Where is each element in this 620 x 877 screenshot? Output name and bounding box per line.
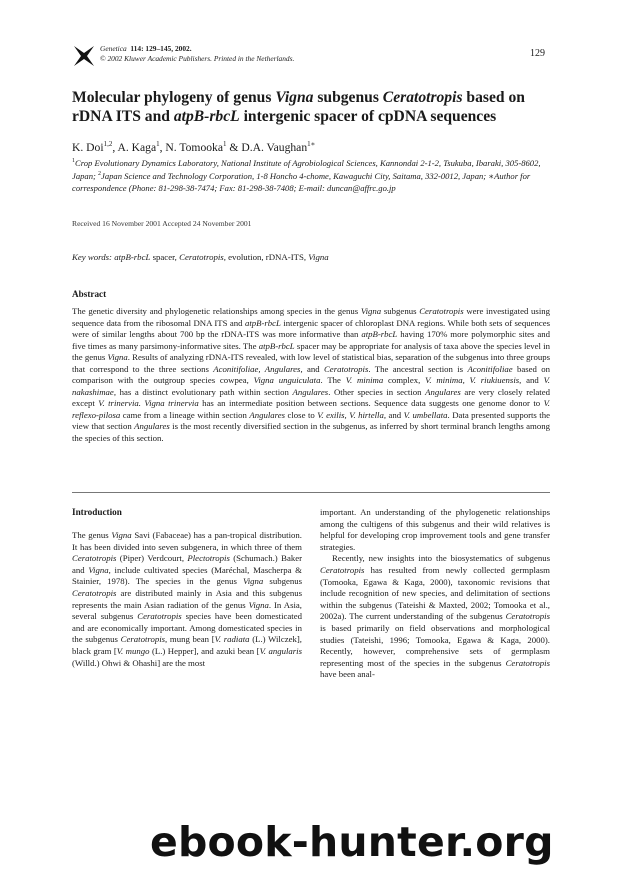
- introduction-column-left: The genus Vigna Savi (Fabaceae) has a pan-tropical distribution. It has been divided into seven subgenera, in which three of them Ceratotropis (Piper) Verdcourt, Plectotropis (Schumach.) Baker and Vigna, include cultivated species (Maréchal, Mascherpa & Stainier, 1978). The species in the genus Vigna subgenus Ceratotropis are distributed mainly in Asia and this subgenus represents the main Asian radiation of the genus Vigna. In Asia, several subgenus Ceratotropis species have been domesticated and are economically important. Among domesticated species in the subgenus Ceratotropis, mung bean [V. radiata (L.) Wilczek], black gram [V. mungo (L.) Hepper], and azuki bean [V. angularis (Willd.) Ohwi & Ohashi] are the most: [72, 530, 303, 668]
- keywords: Key words: atpB-rbcL spacer, Ceratotropis, evolution, rDNA-ITS, Vigna: [72, 252, 329, 262]
- page-number: 129: [530, 48, 545, 59]
- journal-name: Genetica: [100, 44, 127, 53]
- affiliations: $^1$Crop Evolutionary Dynamics Laboratory, National Institute of Agrobiological Sciences, Kannondai 2-1-2, Tsukuba, Ibaraki, 305-8602, Japan; $^2$Japan Science and Technology Corporation, 1-8 Honcho 4-chome, Kawaguchi City, Saitama, 332-0012, Japan; ∗Author for correspondence (Phone: 81-298-38-7474; Fax: 81-298-38-7408; E-mail: duncan@affrc.go.jp: [72, 157, 541, 193]
- paragraph: Recently, new insights into the biosystematics of subgenus Ceratotropis has resulted from newly collected germplasm (Tomooka, Egawa & Kaga, 2000), taxonomic revisions that include recognition of new species, and delimitation of sections within the subgenus (Tateishi & Maxted, 2002; Tomooka et al., 2002a). The current understanding of the subgenus Ceratotropis is based primarily on field observations and morphological studies (Tateishi, 1996; Tomooka, Egawa & Kaga, 2000). Recently, however, comprehensive sets of germplasm representing most of the species in the subgenus Ceratotropis have been anal-: [320, 553, 550, 680]
- section-divider: [72, 492, 550, 493]
- introduction-heading: Introduction: [72, 507, 122, 517]
- publisher-logo-icon: [72, 44, 96, 68]
- received-dates: Received 16 November 2001 Accepted 24 November 2001: [72, 219, 252, 228]
- introduction-column-right: [320, 507, 550, 681]
- paragraph: important. An understanding of the phylogenetic relationships among the cultigens of this subgenus and their wild relatives is helpful for developing crop improvement tools and gene transfer strategies.: [320, 507, 550, 552]
- copyright-line: © 2002 Kluwer Academic Publishers. Printed in the Netherlands.: [100, 54, 295, 63]
- abstract-heading: Abstract: [72, 289, 107, 299]
- watermark: ebook-hunter.org: [150, 818, 554, 866]
- author-list: K. Doi$^{1,2}$, A. Kaga$^1$, N. Tomooka$^1$ & D.A. Vaughan$^{1∗}$: [72, 140, 316, 154]
- journal-volume: 114: 129–145, 2002.: [130, 44, 192, 53]
- abstract-body: The genetic diversity and phylogenetic relationships among species in the genus Vigna subgenus Ceratotropis were investigated using sequence data from the ribosomal DNA ITS and atpB-rbcL intergenic spacer of chloroplast DNA regions. While both sets of sequences were of similar lengths about 700 bp the rDNA-ITS was more informative than atpB-rbcL having 170% more polymorphic sites and five times as many parsimony-informative sites. The atpB-rbcL spacer may be appropriate for analysis of taxa above the species level in the genus Vigna. Results of analyzing rDNA-ITS revealed, with low level of statistical bias, separation of the subgenus into three groups that correspond to the three sections Aconitifoliae, Angulares, and Ceratotropis. The ancestral section is Aconitifoliae based on comparison with the outgroup species cowpea, Vigna unguiculata. The V. minima complex, V. minima, V. riukiuensis, and V. nakashimae, has a distinct evolutionary path within section Angulares. Other species in section Angulares are very closely related except V. trinervia. Vigna trinervia has an intermediate position between sections. Sequence data suggests one genome donor to V. reflexo-pilosa came from a lineage within section Angulares close to V. exilis, V. hirtella, and V. umbellata. Data presented supports the view that section Angulares is the most recently diversified section in the subgenus, as inferred by short terminal branch lengths among the species of this section.: [72, 306, 551, 443]
- journal-citation: [100, 44, 294, 64]
- paper-title: Molecular phylogeny of genus Vigna subgenus Ceratotropis based on rDNA ITS and atpB-rbcL intergenic spacer of cpDNA sequences: [72, 89, 525, 125]
